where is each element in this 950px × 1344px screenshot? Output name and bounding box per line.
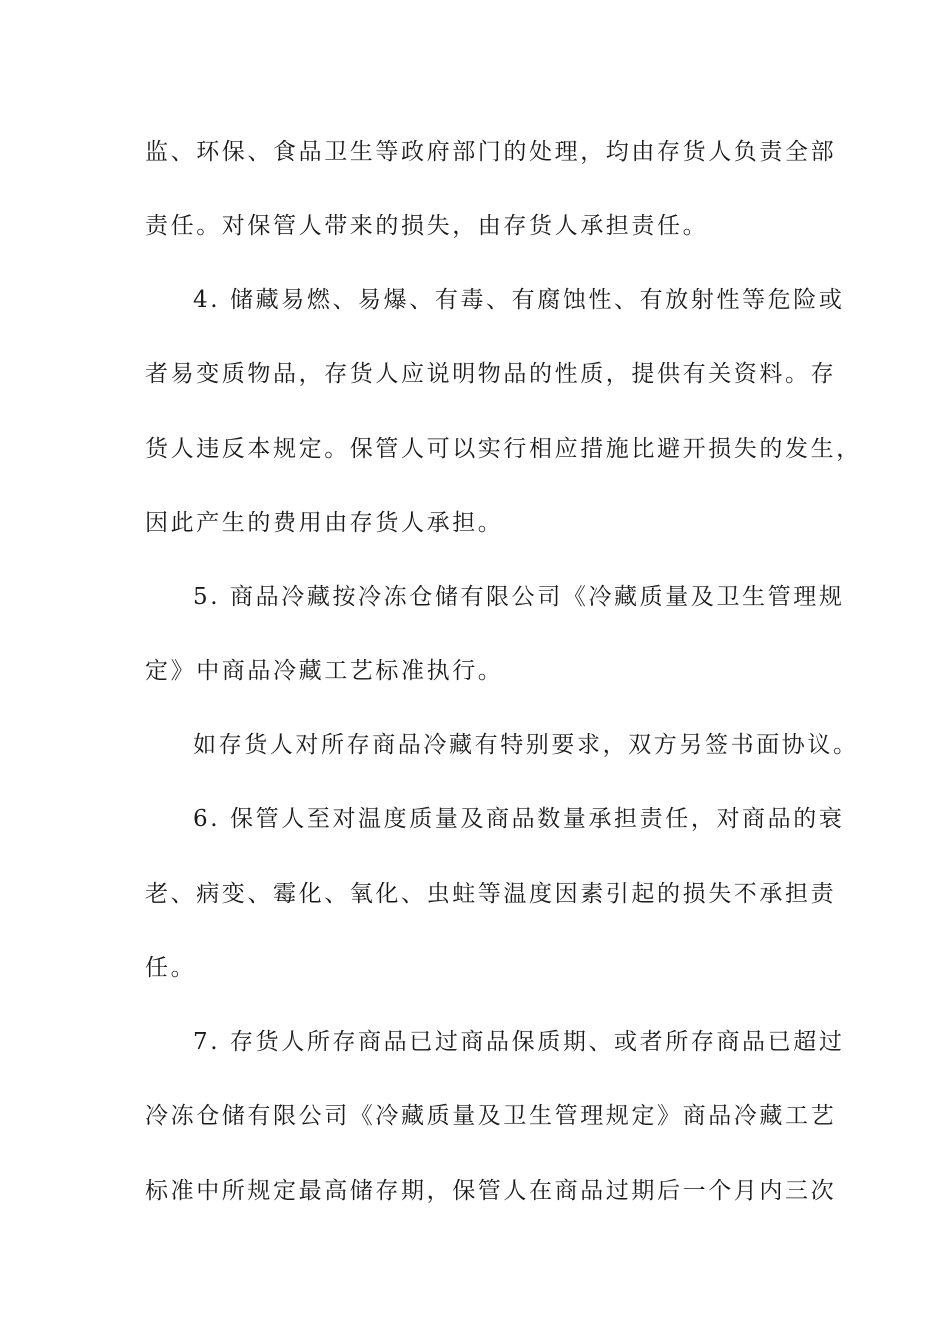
text-line: 者易变质物品，存货人应说明物品的性质，提供有关资料。存 [145, 361, 837, 387]
clause-4-first-line: 4. 储藏易燃、易爆、有毒、有腐蚀性、有放射性等危险或 [193, 287, 845, 313]
text-line: 因此产生的费用由存货人承担。 [145, 510, 504, 536]
text-line: 标准中所规定最高储存期，保管人在商品过期后一个月内三次 [145, 1178, 837, 1204]
clause-5-first-line: 5. 商品冷藏按冷冻仓储有限公司《冷藏质量及卫生管理规 [193, 584, 845, 610]
text-line: 冷冻仓储有限公司《冷藏质量及卫生管理规定》商品冷藏工艺 [145, 1103, 837, 1129]
paragraph-first-line: 如存货人对所存商品冷藏有特别要求，双方另签书面协议。 [193, 732, 859, 758]
text-line: 货人违反本规定。保管人可以实行相应措施比避开损失的发生， [145, 436, 862, 462]
text-line: 任。 [145, 955, 197, 981]
text-line: 定》中商品冷藏工艺标准执行。 [145, 658, 504, 684]
clause-6-first-line: 6. 保管人至对温度质量及商品数量承担责任，对商品的衰 [193, 806, 845, 832]
text-line: 监、环保、食品卫生等政府部门的处理，均由存货人负责全部 [145, 139, 837, 165]
text-line: 老、病变、霉化、氧化、虫蛀等温度因素引起的损失不承担责 [145, 881, 837, 907]
clause-7-first-line: 7. 存货人所存商品已过商品保质期、或者所存商品已超过 [193, 1029, 845, 1055]
text-line: 责任。对保管人带来的损失，由存货人承担责任。 [145, 213, 709, 239]
